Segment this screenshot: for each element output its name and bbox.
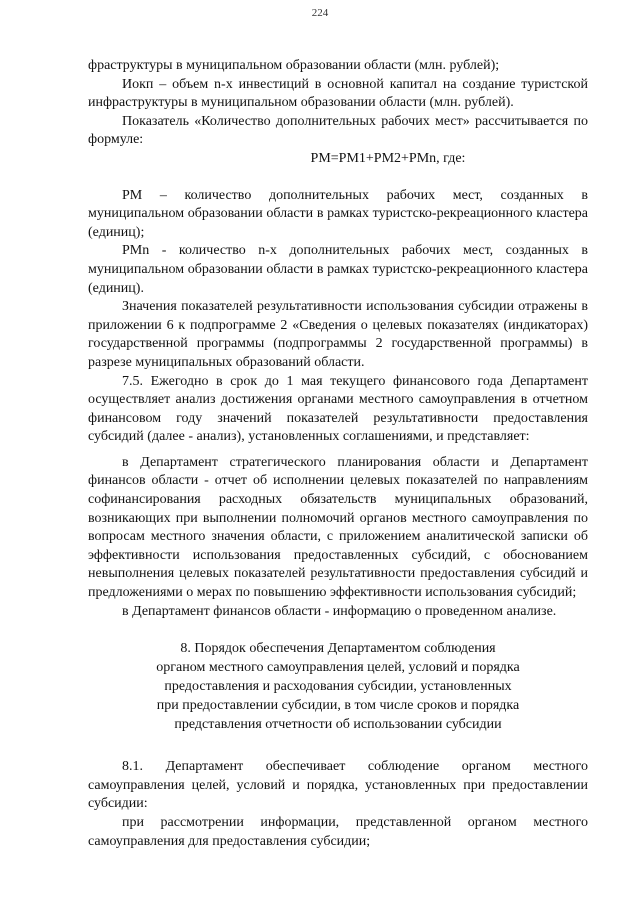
section-heading <box>88 639 588 734</box>
paragraph-review-info: при рассмотрении информации, представленной органом местного самоуправления для предоставления субсидии; <box>88 815 588 849</box>
paragraph-rmn-definition: РМn - количество n-х дополнительных рабочих мест, созданных в муниципальном образовании области в рамках туристско-рекреационного кластера (единиц). <box>88 243 588 296</box>
paragraph-report-recipients: в Департамент стратегического планирования области и Департамент финансов области - отчет об исполнении целевых показателей по направлениям софинансирования расходных обязательств муниципальных образований, возникающих при выполнении полномочий органов местного самоуправления по вопросам местного значения области, с приложением аналитической записки об эффективности использования предоставленных субсидий, с обоснованием невыполнения целевых показателей результативности предоставления субсидий и предложениями о мерах по повышению эффективности использования субсидий; <box>88 454 588 601</box>
paragraph-finance-info: в Департамент финансов области - информацию о проведенном анализе. <box>122 603 557 619</box>
paragraph-8-1: 8.1. Департамент обеспечивает соблюдение органом местного самоуправления целей, условий и порядка, установленных при предоставлении субсидии: <box>88 759 588 812</box>
section-heading-line: органом местного самоуправления целей, условий и порядка <box>156 660 520 676</box>
paragraph-7-5: 7.5. Ежегодно в срок до 1 мая текущего финансового года Департамент осуществляет анализ достижения органами местного самоуправления в отчетном финансовом году значений показателей результативности предоставления субсидий (далее - анализ), установленных соглашениями, и представляет: <box>88 373 588 445</box>
document-body <box>88 57 588 851</box>
paragraph-continuation: фраструктуры в муниципальном образовании области (млн. рублей); <box>88 58 500 73</box>
section-heading-line: представления отчетности об использовании субсидии <box>174 717 502 733</box>
page-number: 224 <box>311 7 329 19</box>
section-heading-line: 8. Порядок обеспечения Департаментом соблюдения <box>180 641 496 657</box>
paragraph-indicator-values: Значения показателей результативности использования субсидии отражены в приложении 6 к подпрограмме 2 «Сведения о целевых показателях (индикаторах) государственной программы (подпрограммы 2 государственной программы) в разрезе муниципальных образований области. <box>88 299 588 370</box>
paragraph-indicator-intro: Показатель «Количество дополнительных рабочих мест» рассчитывается по формуле: <box>88 113 588 148</box>
spacer <box>88 447 588 454</box>
paragraph-rm-definition: РМ – количество дополнительных рабочих мест, созданных в муниципальном образовании области в рамках туристско-рекреационного кластера (единиц); <box>88 187 588 240</box>
paragraph-investment-definition: Иокп – объем n-х инвестиций в основной капитал на создание туристской инфраструктуры в муниципальном образовании области (млн. рублей). <box>88 76 588 111</box>
section-heading-line: при предоставлении субсидии, в том числе сроков и порядка <box>156 698 520 714</box>
section-heading-line: предоставления и расходования субсидии, установленных <box>164 679 512 695</box>
formula: РМ=РМ1+РМ2+РМn, где: <box>310 150 466 166</box>
